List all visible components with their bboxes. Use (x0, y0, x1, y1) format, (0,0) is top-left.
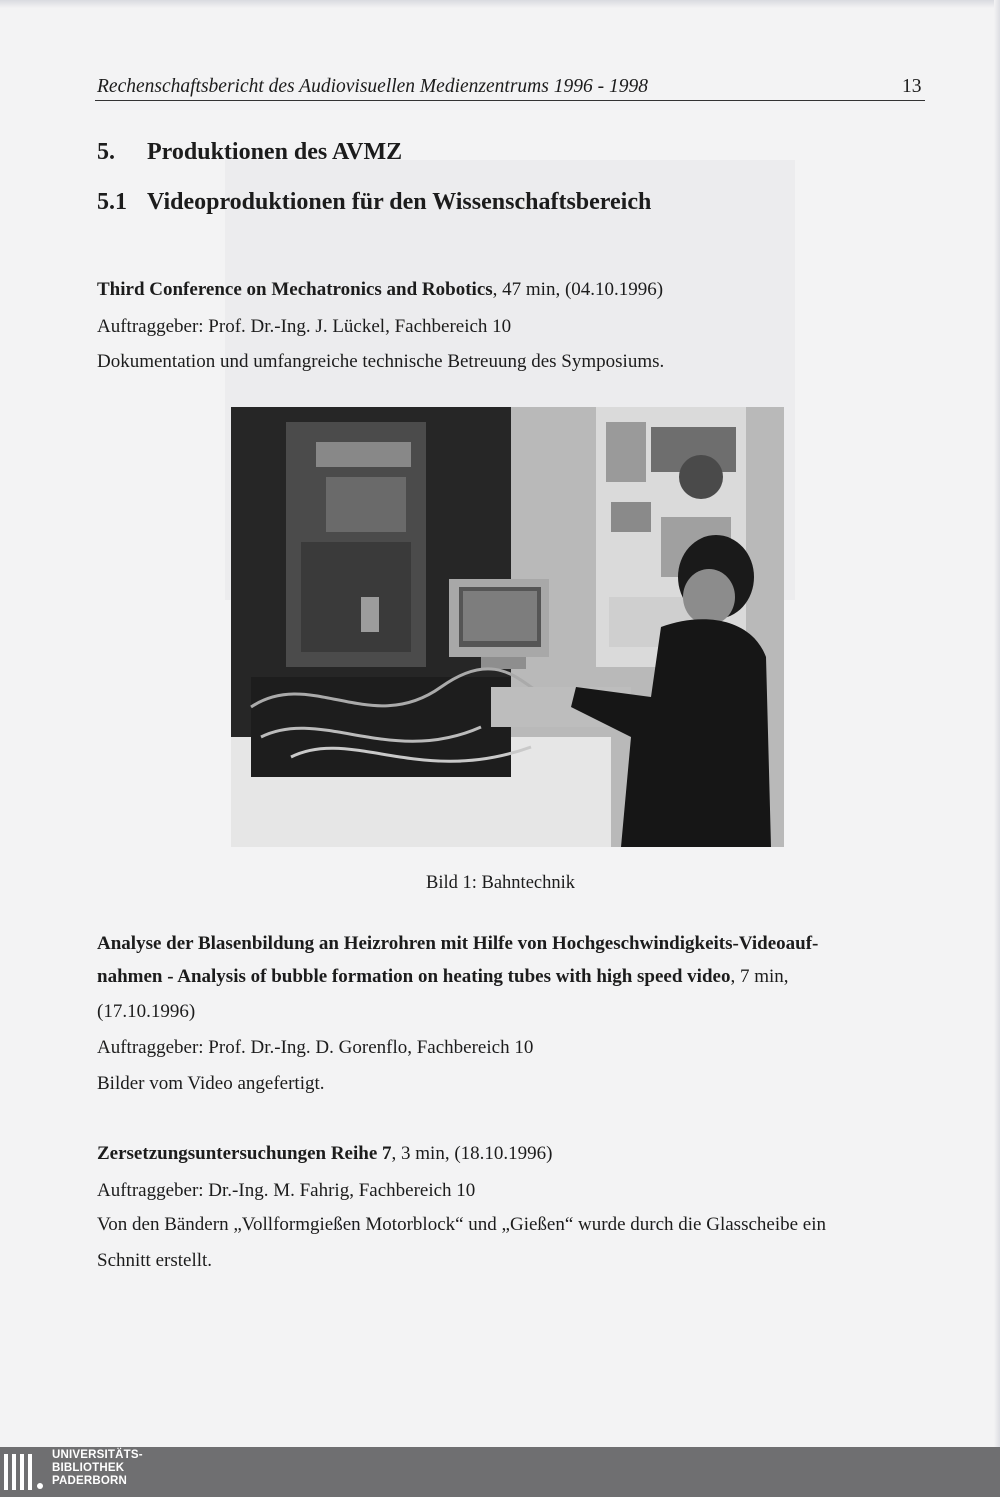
page-number: 13 (902, 76, 922, 97)
entry-2-title-line2 (97, 966, 789, 988)
subsection-heading (97, 189, 651, 216)
entry-1-title (97, 279, 663, 301)
subsection-number: 5.1 (97, 189, 127, 215)
entry-2-date: (17.10.1996) (97, 1001, 196, 1022)
entry-3-description-line1: Von den Bändern „Vollformgießen Motorblock“ und „Gießen“ wurde durch die Glasscheibe ein (97, 1214, 827, 1235)
figure-caption: Bild 1: Bahntechnik (426, 873, 576, 893)
entry-3-title-rest: , 3 min, (18.10.1996) (391, 1143, 553, 1164)
library-logo-text (52, 1449, 143, 1488)
entry-3-title (97, 1143, 552, 1165)
entry-1-client: Auftraggeber: Prof. Dr.-Ing. J. Lückel, Fachbereich 10 (97, 316, 512, 337)
entry-1-description: Dokumentation und umfangreiche technische Betreuung des Symposiums. (97, 351, 665, 372)
entry-2-client: Auftraggeber: Prof. Dr.-Ing. D. Gorenflo, Fachbereich 10 (97, 1037, 534, 1058)
entry-2-title-line1: Analyse der Blasenbildung an Heizrohren mit Hilfe von Hochgeschwindigkeits-Videoauf- (97, 933, 819, 954)
entry-3-title-bold: Zersetzungsuntersuchungen Reihe 7 (97, 1143, 392, 1164)
entry-2-title-rest: , 7 min, (730, 966, 789, 987)
entry-3-description-line2: Schnitt erstellt. (97, 1250, 213, 1271)
page-edge (0, 0, 1000, 8)
section-title: Produktionen des AVMZ (147, 139, 403, 165)
section-heading (97, 139, 402, 166)
section-number: 5. (97, 139, 115, 165)
header-rule (95, 100, 925, 101)
entry-1-title-bold: Third Conference on Mechatronics and Robotics (97, 279, 493, 300)
entry-3-client: Auftraggeber: Dr.-Ing. M. Fahrig, Fachbereich 10 (97, 1180, 476, 1201)
entry-2-title-bold: nahmen - Analysis of bubble formation on heating tubes with high speed video (97, 966, 731, 987)
photo-bahntechnik (231, 407, 784, 847)
library-logo-line1: UNIVERSITÄTS- (52, 1449, 143, 1461)
library-logo-line2: BIBLIOTHEK (52, 1462, 125, 1474)
entry-1-title-rest: , 47 min, (04.10.1996) (492, 279, 664, 300)
library-logo-icon (2, 1450, 46, 1494)
entry-2-description: Bilder vom Video angefertigt. (97, 1073, 325, 1094)
library-footer-bar (0, 1447, 1000, 1497)
subsection-title: Videoproduktionen für den Wissenschaftsbereich (147, 189, 652, 215)
page-edge-right (994, 0, 1000, 1497)
library-logo-line3: PADERBORN (52, 1475, 128, 1487)
running-header: Rechenschaftsbericht des Audiovisuellen Medienzentrums 1996 - 1998 (97, 76, 648, 97)
